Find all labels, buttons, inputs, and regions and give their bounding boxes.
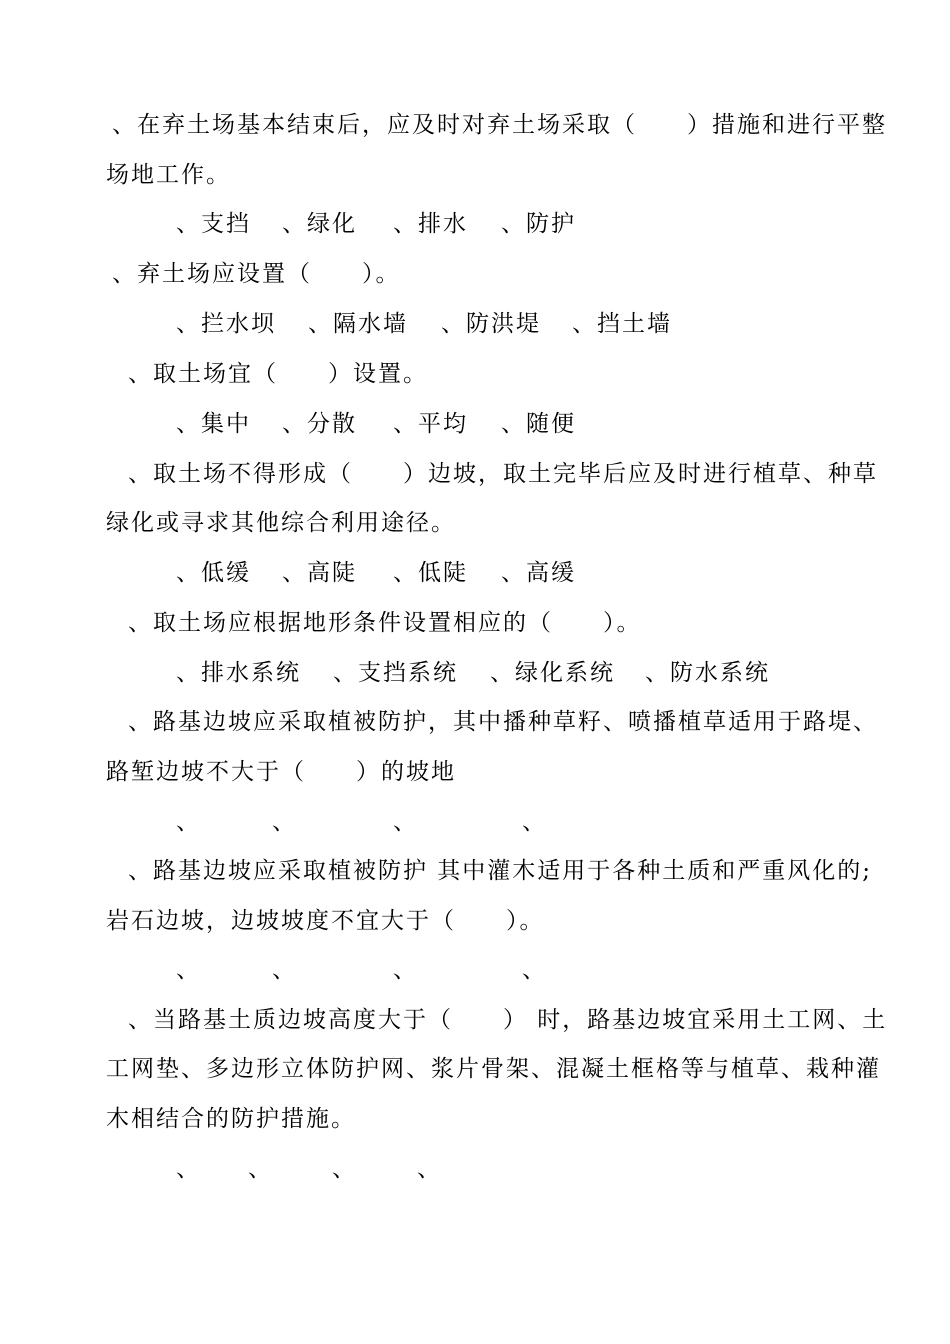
question-1-option-b: 、绿化 (282, 211, 357, 237)
question-5-text-line-1: 、取土场应根据地形条件设置相应的（ ）。 (128, 610, 642, 636)
question-3-text-line-1: 、取土场宜（ ）设置。 (128, 361, 428, 387)
question-5-option-a: 、排水系统 (176, 660, 301, 686)
question-2-option-b: 、隔水墙 (308, 311, 408, 337)
question-3-option-d: 、随便 (501, 411, 576, 437)
question-8-text-line-3: 木相结合的防护措施。 (106, 1106, 356, 1132)
question-1-option-d: 、防护 (501, 211, 576, 237)
question-6-text-line-1: 、路基边坡应采取植被防护，其中播种草籽、喷播植草适用于路堤、 (128, 709, 878, 735)
question-1-option-a: 、支挡 (176, 211, 251, 237)
question-1-option-c: 、排水 (393, 211, 468, 237)
question-5-option-d: 、防水系统 (645, 660, 770, 686)
question-4-option-d: 、高缓 (501, 560, 576, 586)
question-4-option-b: 、高陡 (282, 560, 357, 586)
question-6-text-line-2: 路堑边坡不大于（ ）的坡地 (106, 759, 456, 785)
question-1-text-line-1: 、在弃土场基本结束后，应及时对弃土场采取（ ）措施和进行平整 (112, 112, 887, 138)
question-8-option-c: 、 (332, 1156, 357, 1182)
question-7-text-line-2: 岩石边坡，边坡坡度不宜大于（ ）。 (106, 908, 545, 934)
question-1-text-line-2: 场地工作。 (106, 162, 231, 188)
question-7-text-line-1: 、路基边坡应采取植被防护 其中灌木适用于各种土质和严重风化的; (128, 858, 873, 884)
question-4-text-line-2: 绿化或寻求其他综合利用途径。 (106, 510, 456, 536)
question-2-option-a: 、拦水坝 (176, 311, 276, 337)
question-6-option-b: 、 (272, 809, 297, 835)
question-6-option-d: 、 (522, 809, 547, 835)
question-8-option-b: 、 (248, 1156, 273, 1182)
question-7-option-a: 、 (176, 957, 201, 983)
question-8-text-line-1: 、当路基土质边坡高度大于（ ） 时，路基边坡宜采用土工网、土 (128, 1007, 888, 1033)
question-6-option-a: 、 (176, 809, 201, 835)
question-3-option-b: 、分散 (282, 411, 357, 437)
question-6-option-c: 、 (393, 809, 418, 835)
question-7-option-b: 、 (272, 957, 297, 983)
question-8-text-line-2: 工网垫、多边形立体防护网、浆片骨架、混凝土框格等与植草、栽种灌 (106, 1056, 881, 1082)
question-7-option-c: 、 (393, 957, 418, 983)
question-3-option-c: 、平均 (393, 411, 468, 437)
question-5-option-b: 、支挡系统 (333, 660, 458, 686)
question-7-option-d: 、 (522, 957, 547, 983)
question-4-option-c: 、低陡 (393, 560, 468, 586)
question-8-option-d: 、 (417, 1156, 442, 1182)
question-4-text-line-1: 、取土场不得形成（ ）边坡，取土完毕后应及时进行植草、种草 (128, 461, 878, 487)
question-2-text-line-1: 、弃土场应设置（ ）。 (112, 261, 401, 287)
question-2-option-d: 、挡土墙 (572, 311, 672, 337)
question-3-option-a: 、集中 (176, 411, 251, 437)
question-4-option-a: 、低缓 (176, 560, 251, 586)
question-5-option-c: 、绿化系统 (490, 660, 615, 686)
question-2-option-c: 、防洪堤 (441, 311, 541, 337)
question-8-option-a: 、 (176, 1156, 201, 1182)
